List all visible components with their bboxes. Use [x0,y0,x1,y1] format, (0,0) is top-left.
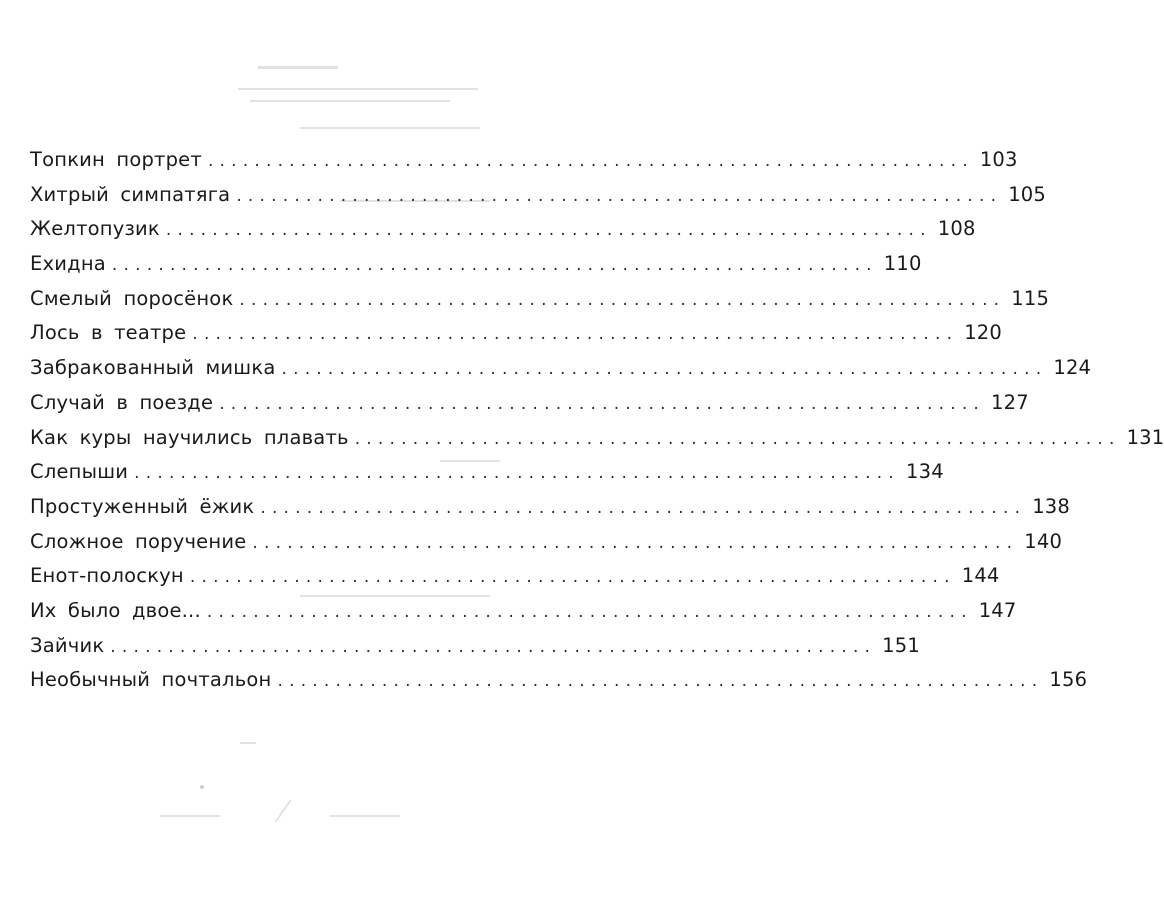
toc-entry-title: Их было двое... [30,598,201,622]
toc-entry [30,356,1092,391]
toc-entry-title: Слепыши [30,460,129,484]
toc-entry-title: Хитрый симпатяга [30,182,231,206]
toc-entry-title: Забракованный мишка [30,356,276,380]
toc-entry [30,564,1000,599]
toc-dot-leader: .................................................................. [192,324,959,345]
toc-entry [30,217,976,252]
toc-entry [30,425,1164,461]
toc-entry-title: Топкин портрет [30,148,202,171]
toc-dot-leader: .................................................................. [281,359,1048,380]
toc-entry-title: Необычный почтальон [30,668,272,692]
toc-entry-page-number: 156 [1049,668,1088,692]
bleed-through-mark [250,100,450,102]
toc-entry-title: Случай в поезде [30,390,214,414]
toc-entry-page-number: 103 [979,148,1018,171]
bleed-through-mark [330,815,400,817]
toc-entry-page-number: 124 [1053,356,1092,380]
toc-entry-page-number: 120 [964,321,1003,345]
bleed-through-mark [275,800,292,822]
toc-entry-page-number: 138 [1032,494,1071,518]
toc-entry-page-number: 147 [978,598,1017,622]
toc-entry-title: Смелый поросёнок [30,286,234,310]
toc-entry [30,668,1088,703]
toc-dot-leader: .................................................................. [165,220,932,241]
toc-entry [30,148,1018,183]
toc-entry-page-number: 105 [1008,182,1047,206]
toc-dot-leader: .................................................................. [260,497,1027,518]
toc-entry-page-number: 108 [937,217,976,241]
toc-entry-title: Лось в театре [30,321,187,345]
toc-dot-leader: .................................................................. [207,151,974,171]
toc-entry-title: Простуженный ёжик [30,494,255,518]
bleed-through-mark [160,815,220,817]
toc-entry [30,633,920,669]
toc-dot-leader: .................................................................. [252,532,1019,553]
toc-entry [30,182,1047,218]
toc-entry [30,460,944,495]
toc-dot-leader: .................................................................. [236,185,1003,206]
toc-dot-leader: .................................................................. [134,463,900,484]
toc-entry-title: Желтопузик [30,217,160,241]
toc-entry [30,598,1017,634]
toc-dot-leader: .................................................................. [206,601,973,622]
toc-entry-title: Сложное поручение [30,529,247,553]
toc-entry-page-number: 151 [882,633,920,657]
toc-entry-page-number: 110 [883,252,922,276]
toc-entry [30,529,1063,565]
toc-entry-page-number: 134 [906,460,944,484]
toc-dot-leader: .................................................................. [110,636,877,657]
toc-entry-page-number: 131 [1126,425,1164,449]
toc-dot-leader: .................................................................. [239,289,1006,310]
toc-entry-title: Ехидна [30,252,106,276]
toc-entry [30,252,922,287]
bleed-through-mark [200,785,204,789]
bleed-through-mark [300,127,480,129]
toc-dot-leader: .................................................................. [219,393,986,414]
toc-entry [30,390,1029,426]
table-of-contents [30,148,1164,703]
toc-entry-page-number: 115 [1011,286,1050,310]
toc-dot-leader: .................................................................. [354,428,1121,449]
toc-entry-page-number: 140 [1024,529,1063,553]
bleed-through-mark [258,66,338,69]
toc-entry-page-number: 144 [961,564,1000,588]
toc-entry [30,494,1071,530]
toc-entry-title: Зайчик [30,633,105,657]
toc-dot-leader: .................................................................. [189,567,956,588]
toc-dot-leader: .................................................................. [277,671,1044,692]
bleed-through-mark [240,742,256,744]
bleed-through-mark [238,88,478,90]
toc-entry-page-number: 127 [991,390,1029,414]
toc-entry [30,321,1003,356]
toc-entry [30,286,1050,322]
toc-entry-title: Как куры научились плавать [30,425,349,449]
toc-dot-leader: .................................................................. [111,255,878,276]
toc-entry-title: Енот-полоскун [30,564,184,588]
